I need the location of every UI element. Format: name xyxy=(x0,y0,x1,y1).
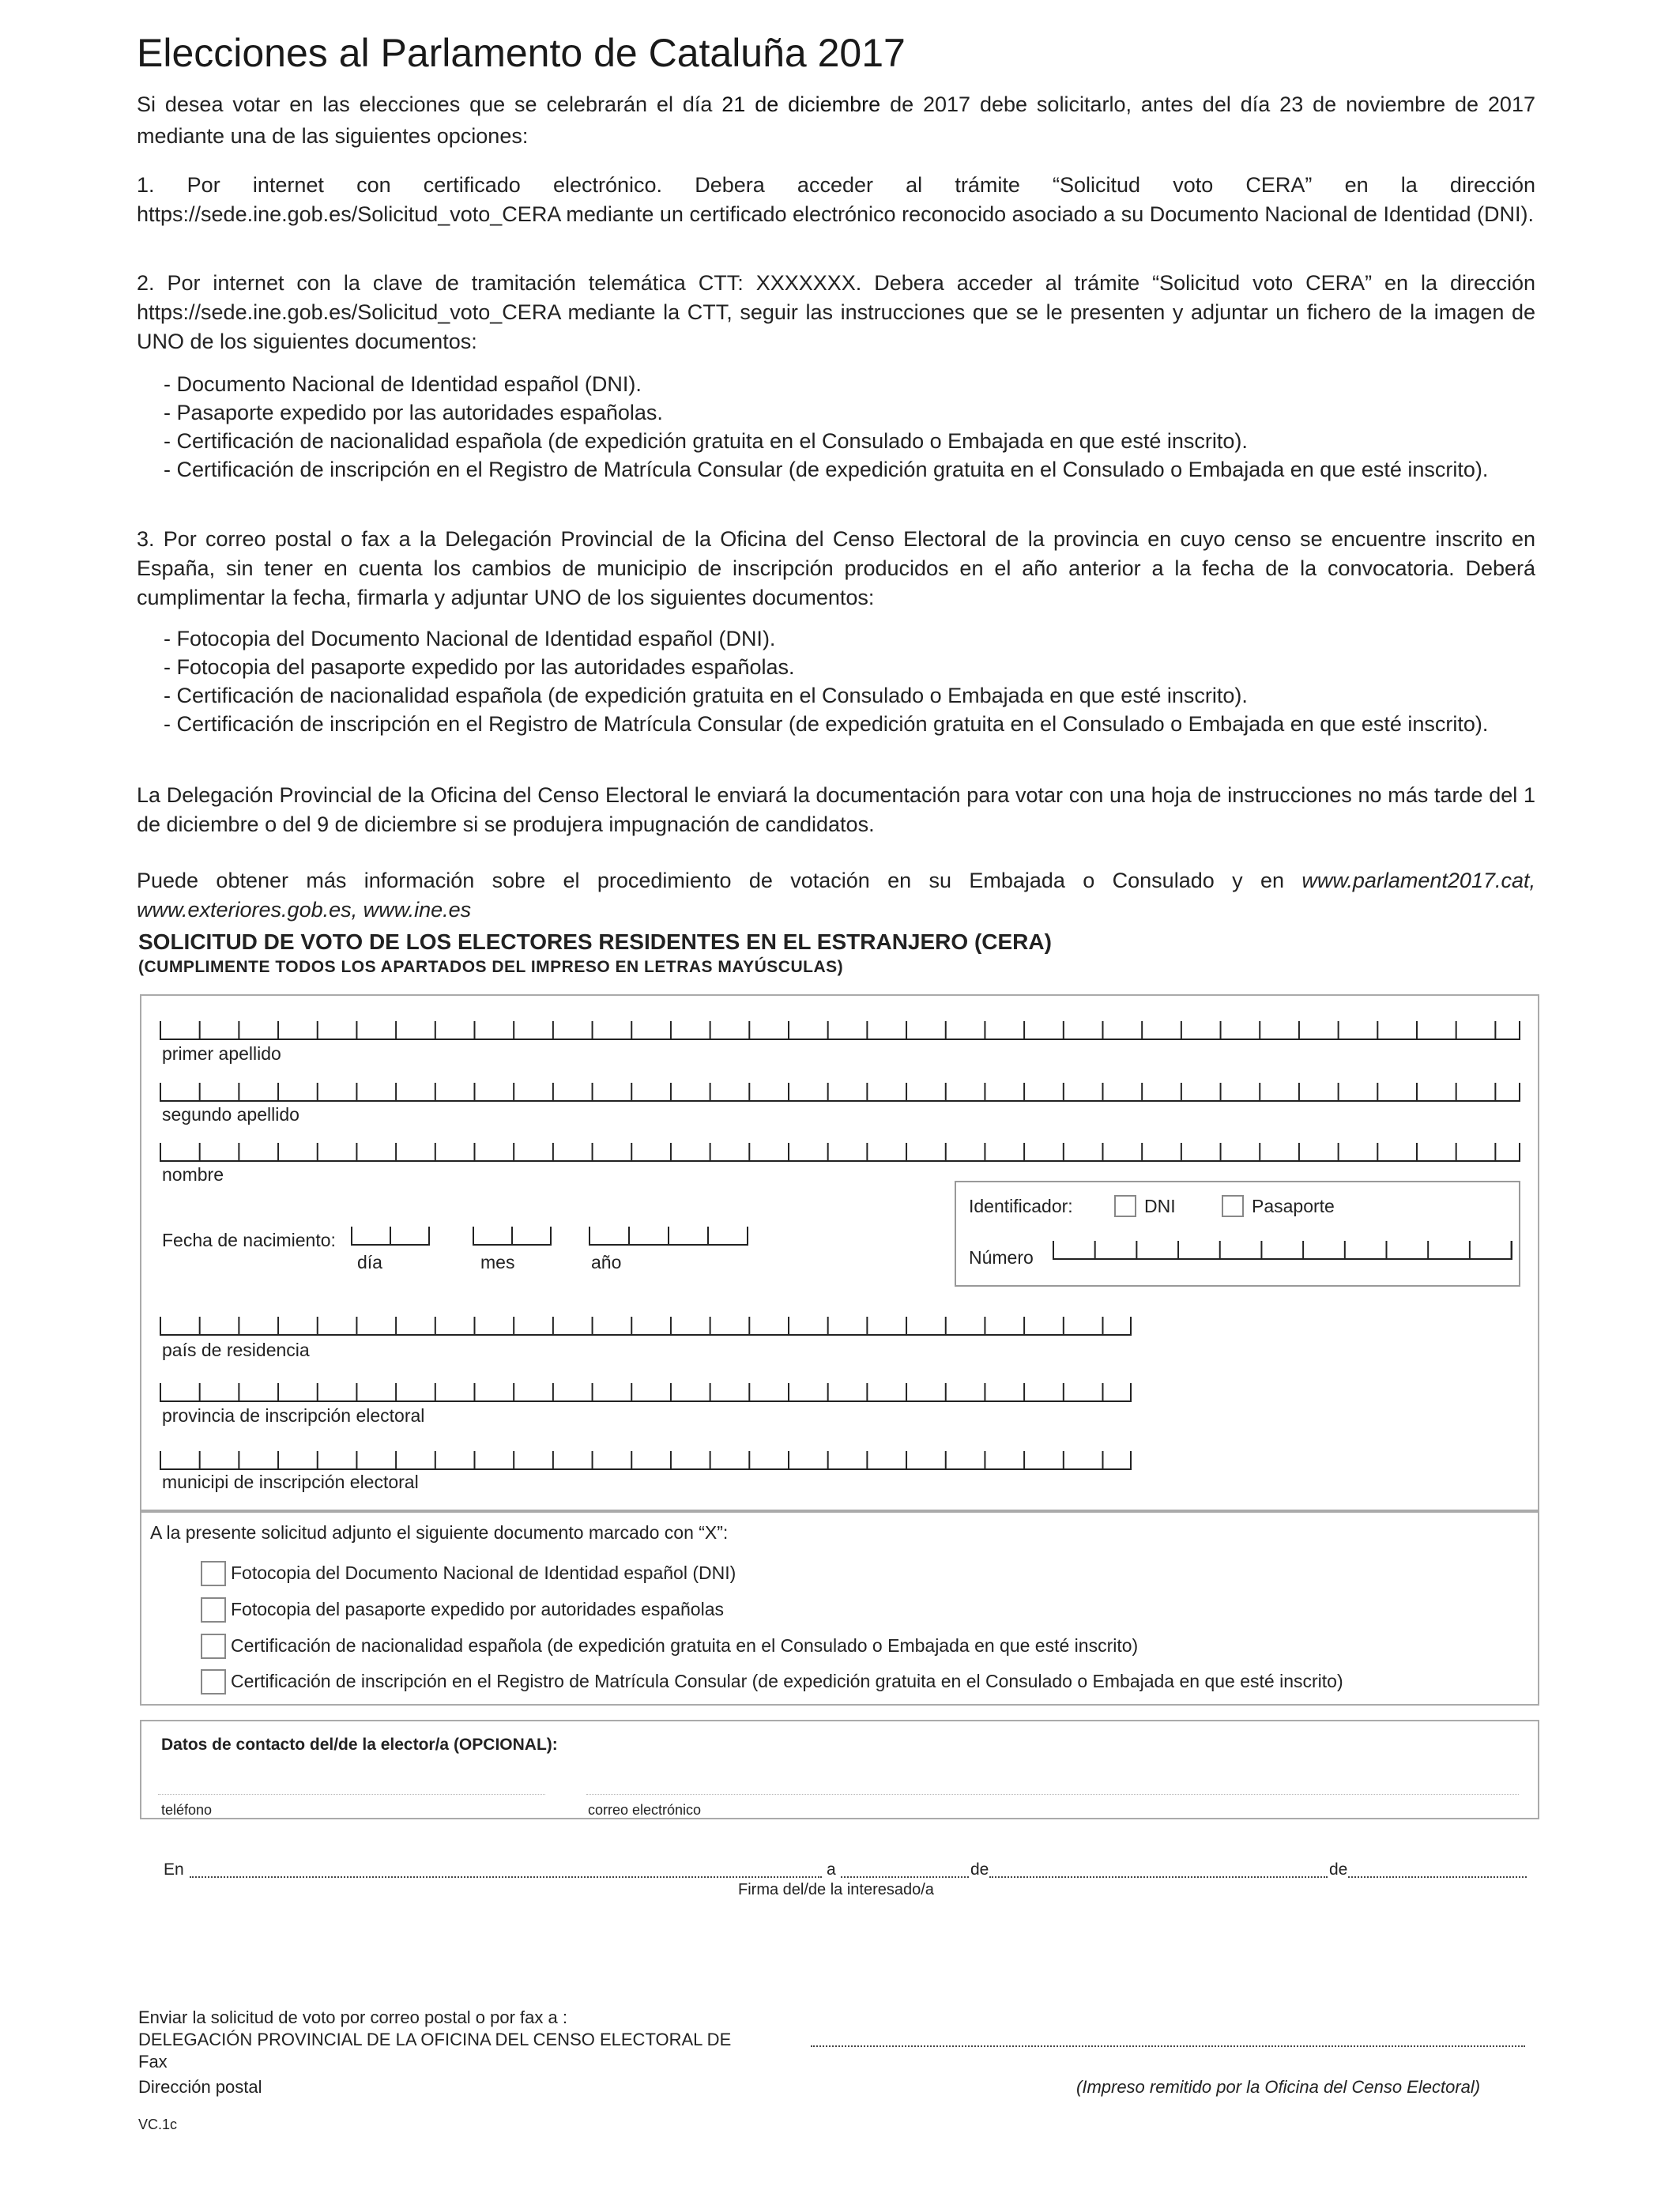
provincia-input[interactable] xyxy=(160,1383,1132,1402)
contact-box xyxy=(140,1720,1539,1819)
delegation-text: La Delegación Provincial de la Oficina del Censo Electoral le enviará la documentación para votar con una hoja de instrucciones no más tarde del xyxy=(137,783,1524,807)
ano-firma-input[interactable] xyxy=(1348,1876,1527,1878)
mes-firma-input[interactable] xyxy=(989,1876,1328,1878)
a-label: a xyxy=(827,1860,836,1879)
info-links[interactable]: www.parlament2017.cat, www.exteriores.gob.es, www.ine.es xyxy=(137,869,1535,922)
delegation-dates: 1 de diciembre o del 9 de diciembre xyxy=(137,783,1535,836)
fecha-nacimiento-label: Fecha de nacimiento: xyxy=(162,1230,336,1250)
nombre-label: nombre xyxy=(162,1164,224,1185)
delegacion-input[interactable] xyxy=(811,2045,1525,2047)
doc-dni-label: Fotocopia del Documento Nacional de Identidad español (DNI) xyxy=(231,1563,736,1583)
firma-label: Firma del/de la interesado/a xyxy=(738,1881,934,1898)
remitido-label: (Impreso remitido por la Oficina del Censo Electoral) xyxy=(1076,2077,1481,2097)
list-item: - Certificación de nacionalidad española (de expedición gratuita en el Consulado o Embajada en que esté inscrito). xyxy=(164,684,1248,707)
info-text: Puede obtener más información sobre el procedimiento de votación en su Embajada o Consulado y en xyxy=(137,869,1302,892)
correo-input[interactable] xyxy=(586,1794,1519,1795)
pasaporte-label: Pasaporte xyxy=(1252,1196,1335,1216)
option-1: 1. Por internet con certificado electrónico. Debera acceder al trámite “Solicitud voto CERA” en la dirección https://sede.ine.gob.es/Solicitud_voto_CERA mediante un certificado electrónico reconocido asociado a su Documento Nacional de Identidad (DNI). xyxy=(137,173,1535,226)
intro-date-election: 21 de diciembre xyxy=(721,92,881,116)
nombre-input[interactable] xyxy=(160,1143,1520,1162)
doc-matricula-label: Certificación de inscripción en el Registro de Matrícula Consular (de expedición gratuita en el Consulado o Embajada en que esté inscrito) xyxy=(231,1671,1343,1691)
doc-nacionalidad-label: Certificación de nacionalidad española (de expedición gratuita en el Consulado o Embajada en que esté inscrito) xyxy=(231,1635,1139,1656)
list-item: - Documento Nacional de Identidad español (DNI). xyxy=(164,372,642,396)
intro-text: Si desea votar en las elecciones que se celebrarán el día xyxy=(137,92,722,116)
ano-label: año xyxy=(591,1252,622,1272)
de2-label: de xyxy=(1329,1860,1348,1879)
segundo-apellido-label: segundo apellido xyxy=(162,1104,299,1125)
list-item: - Certificación de inscripción en el Registro de Matrícula Consular (de expedición gratuita en el Consulado o Embajada en que esté inscrito). xyxy=(164,712,1489,736)
doc-nacionalidad-checkbox[interactable] xyxy=(201,1634,226,1659)
form-heading: SOLICITUD DE VOTO DE LOS ELECTORES RESIDENTES EN EL ESTRANJERO (CERA) xyxy=(138,929,1052,954)
intro-date-deadline: 23 de noviembre xyxy=(1279,92,1446,116)
contacto-label: Datos de contacto del/de la elector/a (OPCIONAL): xyxy=(161,1736,558,1754)
intro-paragraph xyxy=(137,89,1535,152)
en-input[interactable] xyxy=(190,1876,822,1878)
option-2: 2. Por internet con la clave de tramitación telemática CTT: XXXXXXX. Debera acceder al trámite “Solicitud voto CERA” en la dirección https://sede.ine.gob.es/Solicitud_voto_CERA mediante la CTT, seguir las instrucciones que se le presenten y adjuntar un fichero de la imagen de UNO de los siguientes documentos: xyxy=(137,271,1535,353)
primer-apellido-label: primer apellido xyxy=(162,1043,281,1064)
list-item: - Certificación de inscripción en el Registro de Matrícula Consular (de expedición gratuita en el Consulado o Embajada en que esté inscrito). xyxy=(164,458,1489,481)
form-code: VC.1c xyxy=(138,2117,178,2132)
doc-dni-checkbox[interactable] xyxy=(201,1561,226,1586)
page-title: Elecciones al Parlamento de Cataluña 2017 xyxy=(137,31,906,75)
doc-pasaporte-label: Fotocopia del pasaporte expedido por autoridades españolas xyxy=(231,1599,724,1619)
form-subheading: (CUMPLIMENTE TODOS LOS APARTADOS DEL IMPRESO EN LETRAS MAYÚSCULAS) xyxy=(138,958,844,976)
enviar-label: Enviar la solicitud de voto por correo postal o por fax a : xyxy=(138,2007,567,2027)
list-item: - Fotocopia del pasaporte expedido por las autoridades españolas. xyxy=(164,655,795,679)
delegacion-label: DELEGACIÓN PROVINCIAL DE LA OFICINA DEL CENSO ELECTORAL DE xyxy=(138,2030,732,2049)
option-3-list xyxy=(164,624,1535,738)
option-3: 3. Por correo postal o fax a la Delegación Provincial de la Oficina del Censo Electoral de la provincia en cuyo censo se encuentre inscrito en España, sin tener en cuenta los cambios de municipio de inscripción producidos en el año anterior a la fecha de la convocatoria. Deberá cumplimentar la fecha, firmarla y adjuntar UNO de los siguientes documentos: xyxy=(137,527,1535,609)
municipi-label: municipi de inscripción electoral xyxy=(162,1472,419,1492)
list-item: - Certificación de nacionalidad española (de expedición gratuita en el Consulado o Embajada en que esté inscrito). xyxy=(164,429,1248,453)
info-paragraph xyxy=(137,866,1535,925)
doc-matricula-checkbox[interactable] xyxy=(201,1669,226,1695)
intro-text: de 2017 mediante una de las siguientes opciones: xyxy=(137,92,1535,148)
dia-firma-input[interactable] xyxy=(841,1876,969,1878)
delegation-paragraph xyxy=(137,781,1535,839)
list-item: - Pasaporte expedido por las autoridades españolas. xyxy=(164,401,663,424)
de1-label: de xyxy=(970,1860,989,1879)
telefono-label: teléfono xyxy=(161,1802,213,1818)
numero-input[interactable] xyxy=(1053,1241,1512,1260)
fax-label: Fax xyxy=(138,2052,168,2071)
telefono-input[interactable] xyxy=(158,1794,545,1795)
option-2-list xyxy=(164,370,1535,484)
dia-label: día xyxy=(357,1252,382,1272)
provincia-label: provincia de inscripción electoral xyxy=(162,1405,425,1426)
mes-input[interactable] xyxy=(473,1227,552,1246)
pais-input[interactable] xyxy=(160,1317,1132,1336)
ano-input[interactable] xyxy=(589,1227,748,1246)
list-item: - Fotocopia del Documento Nacional de Identidad español (DNI). xyxy=(164,627,776,650)
doc-pasaporte-checkbox[interactable] xyxy=(201,1597,226,1623)
primer-apellido-input[interactable] xyxy=(160,1021,1520,1040)
correo-label: correo electrónico xyxy=(588,1802,702,1818)
pasaporte-checkbox[interactable] xyxy=(1222,1195,1244,1217)
numero-label: Número xyxy=(969,1247,1034,1268)
segundo-apellido-input[interactable] xyxy=(160,1083,1520,1102)
identificador-label: Identificador: xyxy=(969,1196,1073,1216)
adjunto-label: A la presente solicitud adjunto el siguiente documento marcado con “X”: xyxy=(150,1522,729,1543)
municipi-input[interactable] xyxy=(160,1451,1132,1470)
dni-checkbox[interactable] xyxy=(1114,1195,1136,1217)
dia-input[interactable] xyxy=(351,1227,430,1246)
pais-label: país de residencia xyxy=(162,1340,310,1360)
direccion-label: Dirección postal xyxy=(138,2077,262,2097)
intro-text: de 2017 debe solicitarlo, antes del día xyxy=(880,92,1280,116)
dni-label: DNI xyxy=(1144,1196,1176,1216)
en-label: En xyxy=(164,1860,184,1879)
mes-label: mes xyxy=(480,1252,515,1272)
delegation-text: si se produjera impugnación de candidatos. xyxy=(457,812,875,836)
